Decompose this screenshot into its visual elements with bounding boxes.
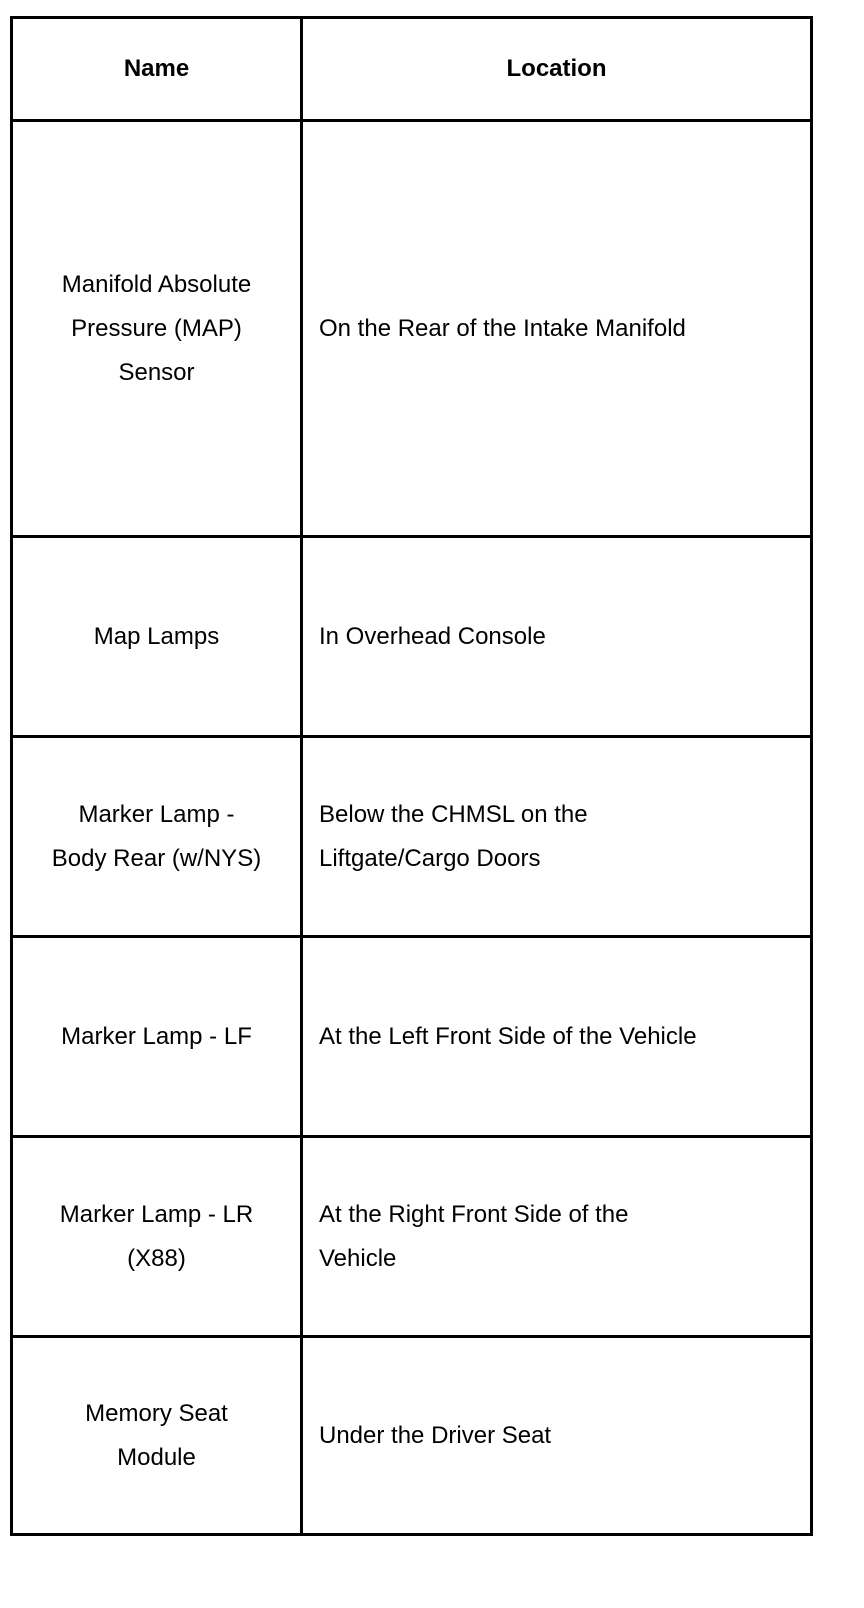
component-location-line: Liftgate/Cargo Doors (319, 844, 541, 872)
component-location-table (10, 16, 813, 1536)
component-location-cell (302, 937, 812, 1137)
component-name-cell (12, 537, 302, 737)
component-location-cell (302, 537, 812, 737)
component-location-line: In Overhead Console (319, 622, 546, 650)
component-name-line: Marker Lamp - (78, 800, 235, 828)
table-row (12, 1137, 812, 1337)
component-name-line: Module (117, 1443, 196, 1471)
component-name-line: Body Rear (w/NYS) (51, 844, 262, 872)
table-row (12, 121, 812, 537)
component-location-cell (302, 121, 812, 537)
component-name-cell (12, 937, 302, 1137)
component-location-cell (302, 737, 812, 937)
component-name-line: Sensor (118, 358, 195, 386)
component-name-cell (12, 1337, 302, 1535)
component-name-cell (12, 737, 302, 937)
component-location-line: At the Right Front Side of the (319, 1200, 629, 1228)
component-location-cell (302, 1337, 812, 1535)
component-name-line: Map Lamps (93, 622, 220, 650)
component-name-line: Manifold Absolute (61, 270, 252, 298)
header-row (12, 18, 812, 121)
name-column-header: Name (12, 18, 302, 121)
component-name-line: Marker Lamp - LF (61, 1022, 252, 1050)
component-name-cell (12, 1137, 302, 1337)
table-row (12, 737, 812, 937)
component-location-line: At the Left Front Side of the Vehicle (319, 1022, 697, 1050)
table-row (12, 537, 812, 737)
component-name-line: Memory Seat (85, 1399, 228, 1427)
component-name-line: Pressure (MAP) (71, 314, 242, 342)
table-row (12, 937, 812, 1137)
component-location-cell (302, 1137, 812, 1337)
component-location-line: Under the Driver Seat (319, 1421, 552, 1449)
component-location-line: Below the CHMSL on the (319, 800, 588, 828)
component-name-cell (12, 121, 302, 537)
component-name-line: Marker Lamp - LR (59, 1200, 254, 1228)
location-column-header: Location (302, 18, 812, 121)
component-name-line: (X88) (127, 1244, 186, 1272)
table-row (12, 1337, 812, 1535)
component-location-line: On the Rear of the Intake Manifold (319, 314, 686, 342)
component-location-line: Vehicle (319, 1244, 397, 1272)
